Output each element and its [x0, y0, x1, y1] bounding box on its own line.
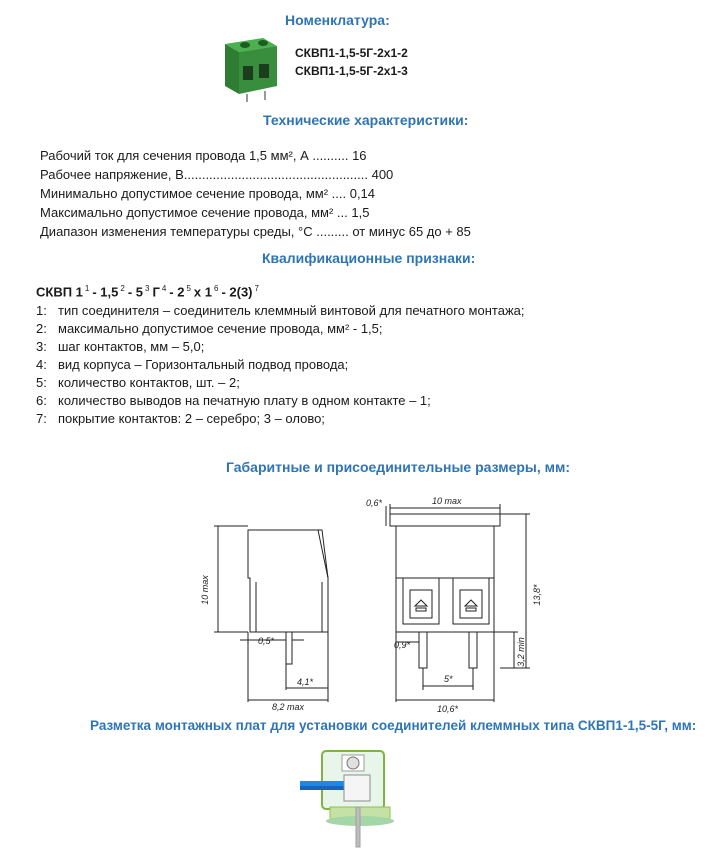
qualification-list: [36, 303, 524, 429]
spec-value: от минус 65 до + 85: [352, 224, 471, 239]
spec-row: [40, 205, 471, 224]
spec-list: [40, 148, 471, 243]
model-name-1: СКВП1-1,5-5Г-2х1-2: [295, 46, 408, 60]
spec-label: Рабочий ток для сечения провода 1,5 мм², А ..........: [40, 148, 353, 163]
dim-pin-length-label: 3,2 min: [516, 637, 526, 667]
tech-heading: Технические характеристики:: [263, 112, 469, 128]
code-part: СКВП 1: [36, 284, 83, 300]
code-index: 7: [254, 284, 259, 293]
list-item: [36, 411, 524, 429]
item-number: 7:: [36, 411, 47, 426]
code-part: - 5: [127, 284, 143, 300]
spec-value: 1,5: [351, 205, 370, 220]
spec-value: 0,14: [349, 186, 376, 201]
dimensions-heading: Габаритные и присоединительные размеры, мм:: [226, 459, 571, 475]
designation-code: [36, 284, 262, 299]
model-name-2: СКВП1-1,5-5Г-2х1-3: [295, 64, 408, 78]
item-number: 5:: [36, 375, 47, 390]
dim-depth-label: 8,2 max: [272, 702, 305, 712]
terminal-block-product-image: [215, 36, 280, 104]
list-item: [36, 357, 524, 375]
spec-label: Максимально допустимое сечение провода, мм² ...: [40, 205, 352, 220]
dim-pin-width2-label: 0,9*: [394, 640, 411, 650]
code-part: Г: [152, 284, 160, 300]
list-item: [36, 393, 524, 411]
dim-pin-offset-label: 4,1*: [297, 677, 314, 687]
list-item: [36, 303, 524, 321]
item-number: 3:: [36, 339, 47, 354]
side-view: [214, 526, 328, 702]
item-number: 6:: [36, 393, 47, 408]
spec-row: [40, 186, 471, 205]
code-part: - 2: [169, 284, 185, 300]
code-index: 1: [84, 284, 90, 293]
dim-height-label: 10 max: [200, 575, 210, 605]
item-number: 2:: [36, 321, 47, 336]
spec-value: 16: [352, 148, 367, 163]
item-text: покрытие контактов: 2 – серебро; 3 – олово;: [58, 411, 325, 426]
nomenclature-heading: Номенклатура:: [285, 12, 390, 28]
dim-pin-width-label: 0,5*: [258, 636, 275, 646]
spec-row: [40, 148, 471, 167]
item-number: 4:: [36, 357, 47, 372]
list-item: [36, 339, 524, 357]
pcb-heading: Разметка монтажных плат для установки соединителей клеммных типа СКВП1-1,5-5Г, мм:: [90, 718, 697, 733]
code-index: 4: [161, 284, 167, 293]
list-item: [36, 375, 524, 393]
item-text: количество выводов на печатную плату в одном контакте – 1;: [58, 393, 431, 408]
dimension-drawing: [200, 490, 560, 715]
spec-label: Диапазон изменения температуры среды, °С .........: [40, 224, 353, 239]
dim-pitch-label: 5*: [444, 674, 453, 684]
code-index: 5: [186, 284, 191, 293]
qualification-heading: Квалификационные признаки:: [262, 250, 476, 266]
item-text: шаг контактов, мм – 5,0;: [58, 339, 205, 354]
code-part: х 1: [193, 284, 212, 300]
spec-label: Минимально допустимое сечение провода, мм² ....: [40, 186, 350, 201]
dim-top-offset-label: 0,6*: [366, 498, 383, 508]
item-text: максимально допустимое сечение провода, мм² - 1,5;: [58, 321, 383, 336]
code-index: 2: [120, 284, 125, 293]
spec-row: [40, 224, 471, 243]
code-index: 3: [145, 284, 150, 293]
list-item: [36, 321, 524, 339]
dim-width-label: 10 max: [432, 496, 462, 506]
item-number: 1:: [36, 303, 47, 318]
code-part: - 1,5: [92, 284, 119, 300]
spec-row: [40, 167, 471, 186]
item-text: вид корпуса – Горизонтальный подвод провода;: [58, 357, 349, 372]
item-text: количество контактов, шт. – 2;: [58, 375, 240, 390]
terminal-cross-section-image: [300, 745, 410, 848]
front-view: [386, 504, 530, 702]
code-part: - 2(3): [221, 284, 253, 300]
spec-label: Рабочее напряжение, В...................................................: [40, 167, 372, 182]
dim-base-label: 10,6*: [437, 704, 459, 714]
item-text: тип соединителя – соединитель клеммный винтовой для печатного монтажа;: [58, 303, 525, 318]
spec-value: 400: [371, 167, 394, 182]
dim-total-height-label: 13,8*: [532, 584, 542, 606]
code-index: 6: [213, 284, 219, 293]
